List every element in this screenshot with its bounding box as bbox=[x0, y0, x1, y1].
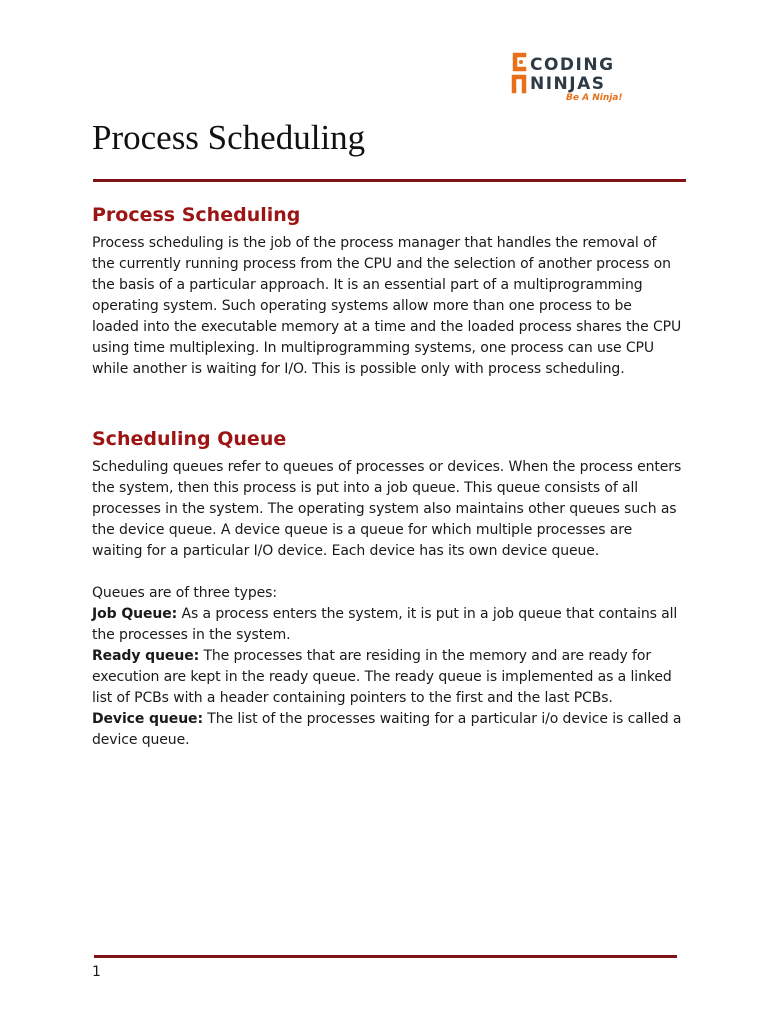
section-heading-scheduling-queue: Scheduling Queue bbox=[92, 428, 287, 450]
queue-type-description: As a process enters the system, it is put in a job queue that contains all the processes in the system. bbox=[92, 606, 678, 643]
queue-type-term: Job Queue: bbox=[92, 606, 178, 622]
logo-tagline: Be A Ninja! bbox=[566, 93, 623, 103]
logo-text-ninjas: NINJAS bbox=[530, 74, 606, 94]
queue-type-description: The list of the processes waiting for a particular i/o device is called a device queue. bbox=[92, 711, 682, 748]
queue-type-term: Ready queue: bbox=[92, 648, 200, 664]
title-divider bbox=[93, 179, 686, 182]
queue-type-job bbox=[92, 604, 682, 646]
document-title: Process Scheduling bbox=[92, 118, 366, 157]
footer-divider bbox=[94, 955, 677, 958]
queue-type-term: Device queue: bbox=[92, 711, 203, 727]
section-heading-process-scheduling: Process Scheduling bbox=[92, 204, 301, 226]
document-body bbox=[92, 200, 682, 751]
scheduling-queue-paragraph: Scheduling queues refer to queues of processes or devices. When the process enters the system, then this process is put into a job queue. This queue consists of all processes in the system. The operating system also maintains other queues such as the device queue. A device queue is a queue for which multiple processes are waiting for a particular I/O device. Each device has its own device queue. bbox=[92, 459, 682, 559]
queue-type-device bbox=[92, 709, 682, 751]
coding-ninjas-logo bbox=[510, 50, 632, 104]
queue-type-ready bbox=[92, 646, 682, 709]
logo-mark-icon bbox=[514, 55, 524, 91]
process-scheduling-paragraph: Process scheduling is the job of the process manager that handles the removal of the currently running process from the CPU and the selection of another process on the basis of a particular approach. It is an essential part of a multiprogramming operating system. Such operating systems allow more than one process to be loaded into the executable memory at a time and the loaded process shares the CPU using time multiplexing. In multiprogramming systems, one process can use CPU while another is waiting for I/O. This is possible only with process scheduling. bbox=[92, 235, 682, 377]
logo-text-coding: CODING bbox=[530, 55, 615, 75]
queue-types-intro: Queues are of three types: bbox=[92, 585, 277, 601]
queue-type-description: The processes that are residing in the memory and are ready for execution are kept in the ready queue. The ready queue is implemented as a linked list of PCBs with a header containing pointers to the first and the last PCBs. bbox=[92, 648, 672, 706]
page-number: 1 bbox=[92, 964, 101, 980]
